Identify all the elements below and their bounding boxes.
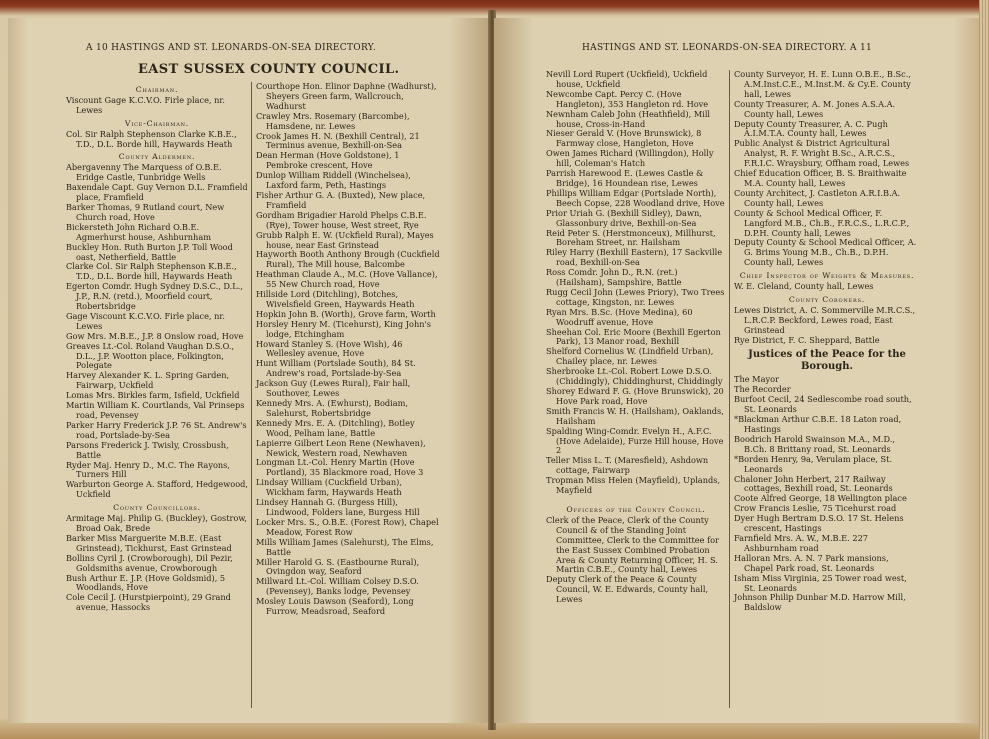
directory-entry: Martin William K. Courtlands, Val Prinseps road, Pevensey bbox=[66, 400, 245, 420]
directory-entry: Parrish Harewood E. (Lewes Castle & Bridge), 16 Houndean rise, Lewes bbox=[546, 168, 704, 188]
directory-entry: Lewes District, A. C. Sommerville M.R.C.S., L.R.C.P. Beckford, Lewes road, East Grinstead bbox=[734, 304, 916, 335]
directory-entry: Lindsay William (Cuckfield Urban), Wickham farm, Haywards Heath bbox=[256, 477, 402, 498]
directory-entry: Teller Miss L. T. (Maresfield), Ashdown cottage, Fairwarp bbox=[546, 455, 709, 476]
directory-entry: Farnfield Mrs. A. W., M.B.E. 227 Ashburnham road bbox=[734, 532, 868, 553]
right-page bbox=[494, 18, 980, 723]
directory-entry: Barker Thomas, 9 Rutland court, New Church road, Hove bbox=[66, 201, 225, 222]
directory-entry: Howard Stanley S. (Hove Wish), 46 Wellesley avenue, Hove bbox=[256, 338, 403, 359]
directory-entry: Spalding Wing-Comdr. Evelyn H., A.F.C. (Hove Adelaide), Furze Hill house, Hove 2 bbox=[546, 425, 724, 456]
directory-entry: Riley Harry (Bexhill Eastern), 17 Sackville road, Bexhill-on-Sea bbox=[546, 247, 723, 268]
directory-entry: Kennedy Mrs. E. A. (Ditchling), Botley Wood, Pelham lane, Battle bbox=[256, 417, 415, 438]
directory-entry: Millward Lt.-Col. William Colsey D.S.O. (Pevensey), Banks lodge, Pevensey bbox=[256, 576, 419, 597]
directory-entry: Parsons Frederick J. Twisly, Crossbush, Battle bbox=[66, 439, 229, 460]
directory-entry: Sherbrooke Lt.-Col. Robert Lowe D.S.O. (Chiddingly), Chiddinghurst, Chiddingly bbox=[546, 366, 723, 387]
directory-entry: Coote Alfred George, 18 Wellington place bbox=[734, 493, 907, 504]
directory-entry: Shelford Cornelius W. (Lindfield Urban), Chailey place, nr. Lewes bbox=[546, 346, 714, 367]
directory-entry: Lindsey Hannah G. (Burgess Hill), Lindwood, Folders lane, Burgess Hill bbox=[256, 497, 420, 517]
directory-entry: Deputy County & School Medical Officer, A. G. Brims Young M.B., Ch.B., D.P.H. County hall, Lewes bbox=[734, 237, 917, 268]
directory-entry: Heathman Claude A., M.C. (Hove Vallance), 55 New Church road, Hove bbox=[256, 269, 438, 290]
directory-entry: Parker Harry Frederick J.P. 76 St. Andrew's road, Portslade-by-Sea bbox=[66, 419, 247, 440]
directory-entry: *Borden Henry, 9a, Verulam place, St. Leonards bbox=[734, 453, 893, 474]
directory-entry: County Surveyor, H. E. Lunn O.B.E., B.Sc., A.M.Inst.C.E., M.Inst.M. & Cy.E. County hall, Lewes bbox=[734, 69, 911, 99]
directory-entry: Phillips William Edgar (Portslade North), Beech Copse, 228 Woodland drive, Hove bbox=[546, 187, 725, 208]
directory-entry: Dunlop William Riddell (Winchelsea), Laxford farm, Peth, Hastings bbox=[256, 170, 411, 191]
directory-entry: The Recorder bbox=[734, 384, 791, 395]
directory-entry: Hayworth Booth Anthony Brough (Cuckfield Rural), The Mill house, Balcombe bbox=[256, 249, 440, 270]
section-heading: Chief Inspector of Weights & Measures. bbox=[739, 271, 915, 281]
directory-entry: Reid Peter S. (Herstmonceux), Millhurst, Boreham Street, nr. Hailsham bbox=[546, 227, 716, 248]
column-1 bbox=[66, 82, 248, 613]
column-2 bbox=[256, 82, 442, 617]
directory-entry: Dean Herman (Hove Goldstone), 1 Pembroke crescent, Hove bbox=[256, 150, 400, 171]
directory-entry: Sheehan Col. Eric Moore (Bexhill Egerton Park), 13 Manor road, Bexhill bbox=[546, 326, 721, 347]
section-heading: Justices of the Peace for the Borough. bbox=[748, 349, 906, 373]
directory-entry: Deputy Clerk of the Peace & County Council, W. E. Edwards, County hall, Lewes bbox=[546, 574, 709, 605]
column-rule bbox=[251, 82, 252, 708]
directory-entry: Longman Lt.-Col. Henry Martin (Hove Portland), 35 Blackmore road, Hove 3 bbox=[256, 457, 424, 478]
section-heading: Chairman. bbox=[135, 85, 179, 94]
page-edges bbox=[979, 0, 989, 739]
directory-entry: Dyer Hugh Bertram D.S.O. 17 St. Helens crescent, Hastings bbox=[734, 513, 904, 534]
directory-entry: Burfoot Cecil, 24 Sedlescombe road south, St. Leonards bbox=[734, 394, 912, 415]
directory-entry: Newnham Caleb John (Heathfield), Mill house, Cross-in-Hand bbox=[546, 108, 711, 129]
directory-entry: Clarke Col. Sir Ralph Stephenson K.B.E., T.D., D.L. Borde hill, Haywards Heath bbox=[66, 261, 237, 282]
directory-entry: Kennedy Mrs. A. (Ewhurst), Bodiam, Salehurst, Robertsbridge bbox=[256, 398, 409, 418]
directory-entry: Bollins Cyril J. (Crowborough), Dil Pezir, Goldsmiths avenue, Crowborough bbox=[66, 552, 233, 573]
directory-entry: Gordham Brigadier Harold Phelps C.B.E. (Rye), Tower house, West street, Rye bbox=[256, 209, 427, 230]
directory-entry: Bush Arthur E. J.P. (Hove Goldsmid), 5 Woodlands, Hove bbox=[66, 572, 226, 593]
directory-entry: Prior Uriah G. (Bexhill Sidley), Dawn, Glassonbury drive, Bexhill-on-Sea bbox=[546, 207, 702, 228]
directory-entry: W. E. Cleland, County hall, Lewes bbox=[734, 281, 874, 292]
directory-entry: Courthope Hon. Elinor Daphne (Wadhurst), Sheyers Green farm, Wallcrouch, Wadhurst bbox=[256, 81, 437, 111]
directory-entry: Col. Sir Ralph Stephenson Clarke K.B.E., T.D., D.L. Borde hill, Haywards Heath bbox=[66, 128, 237, 149]
directory-entry: Abergavenny The Marquess of O.B.E. Eridge Castle, Tunbridge Wells bbox=[66, 162, 222, 183]
directory-entry: Mosley Louis Dawson (Seaford), Long Furrow, Meadsroad, Seaford bbox=[256, 596, 414, 617]
directory-entry: Egerton Comdr. Hugh Sydney D.S.C., D.L., J.P., R.N. (retd.), Moorfield court, Robertsbridge bbox=[66, 281, 243, 312]
section-heading: County Councillors. bbox=[113, 503, 201, 513]
column-4 bbox=[734, 70, 920, 613]
directory-entry: Fisher Arthur G. A. (Buxted), New place, Framfield bbox=[256, 189, 426, 210]
directory-entry: The Mayor bbox=[734, 374, 779, 385]
directory-entry: Owen James Richard (Willingdon), Holly hill, Coleman's Hatch bbox=[546, 148, 714, 169]
directory-entry: Ross Comdr. John D., R.N. (ret.) (Hailsham), Sampshire, Battle bbox=[546, 267, 682, 288]
directory-entry: Viscount Gage K.C.V.O. Firle place, nr. Lewes bbox=[66, 94, 226, 115]
directory-entry: Tropman Miss Helen (Mayfield), Uplands, Mayfield bbox=[546, 475, 721, 496]
directory-entry: Nevill Lord Rupert (Uckfield), Uckfield house, Uckfield bbox=[546, 69, 708, 89]
directory-entry: Gage Viscount K.C.V.O. Firle place, nr. Lewes bbox=[66, 310, 226, 331]
directory-entry: Barker Miss Marguerite M.B.E. (East Grinstead), Tickhurst, East Grinstead bbox=[66, 532, 232, 553]
directory-entry: Halloran Mrs. A. N. 7 Park mansions, Chapel Park road, St. Leonards bbox=[734, 552, 889, 573]
directory-entry: Johnson Philip Dunbar M.D. Harrow Mill, Baldslow bbox=[734, 592, 906, 613]
directory-entry: Warburton George A. Stafford, Hedgewood, Uckfield bbox=[66, 479, 248, 500]
running-head-left: A 10 HASTINGS AND ST. LEONARDS-ON-SEA DIRECTORY. bbox=[86, 43, 376, 53]
directory-entry: County Architect, J. Castleton A.R.I.B.A. County hall, Lewes bbox=[734, 187, 901, 208]
directory-entry: Jackson Guy (Lewes Rural), Fair hall, Southover, Lewes bbox=[256, 378, 411, 399]
column-3 bbox=[546, 70, 726, 605]
directory-entry: Baxendale Capt. Guy Vernon D.L. Framfield place, Framfield bbox=[66, 182, 248, 203]
column-rule bbox=[729, 70, 730, 708]
directory-entry: Greaves Lt.-Col. Roland Vaughan D.S.O., D.L., J.P. Wootton place, Folkington, Polegate bbox=[66, 340, 235, 371]
directory-entry: Grubb Ralph E. W. (Uckfield Rural), Mayes house, near East Grinstead bbox=[256, 229, 434, 250]
directory-entry: Smith Francis W. H. (Hailsham), Oaklands, Hailsham bbox=[546, 405, 724, 426]
directory-entry: County & School Medical Officer, F. Langford M.B., Ch.B., F.R.C.S., L.R.C.P., D.P.H. County hall, Lewes bbox=[734, 207, 910, 238]
directory-entry: Hunt William (Portslade South), 84 St. Andrew's road, Portslade-by-Sea bbox=[256, 358, 416, 379]
directory-entry: Rye District, F. C. Sheppard, Battle bbox=[734, 334, 880, 345]
directory-entry: Boodrich Harold Swainson M.A., M.D., B.Ch. 8 Brittany road, St. Leonards bbox=[734, 433, 896, 454]
directory-entry: Horsley Henry M. (Ticehurst), King John's lodge, Etchingham bbox=[256, 318, 431, 339]
directory-entry: Crow Francis Leslie, 75 Ticehurst road bbox=[734, 503, 897, 514]
directory-entry: Lomas Mrs. Birkles farm, Isfield, Uckfield bbox=[66, 390, 240, 401]
directory-entry: Locker Mrs. S., O.B.E. (Forest Row), Chapel Meadow, Forest Row bbox=[256, 516, 439, 537]
section-heading: Officers of the County Council. bbox=[566, 504, 706, 514]
directory-entry: Armitage Maj. Philip G. (Buckley), Gostrow, Broad Oak, Brede bbox=[66, 513, 247, 533]
spacer bbox=[546, 496, 726, 502]
left-page bbox=[8, 18, 490, 723]
section-heading: County Coroners. bbox=[788, 294, 866, 304]
directory-entry: Crawley Mrs. Rosemary (Barcombe), Hamsdene, nr. Lewes bbox=[256, 110, 410, 131]
directory-entry: Rugg Cecil John (Lewes Priory), Two Trees cottage, Kingston, nr. Lewes bbox=[546, 286, 725, 307]
directory-entry: Hillside Lord (Ditchling), Botches, Wivelsfield Green, Haywards Heath bbox=[256, 289, 415, 309]
directory-entry: Ryder Maj. Henry D., M.C. The Rayons, Turners Hill bbox=[66, 459, 230, 480]
directory-entry: Clerk of the Peace, Clerk of the County Council & of the Standing Joint Committee, Clerk to the Committee for the East Sussex Combined Probation Area & County Returning Officer, H. S. Martin C.B.E., County hall, Lewes bbox=[546, 514, 719, 575]
directory-entry: Miller Harold G. S. (Eastbourne Rural), Ovingdon way, Seaford bbox=[256, 556, 420, 577]
directory-entry: Chief Education Officer, B. S. Braithwaite M.A. County hall, Lewes bbox=[734, 168, 907, 188]
directory-entry: Harvey Alexander K. L. Spring Garden, Fairwarp, Uckfield bbox=[66, 370, 230, 391]
directory-entry: Gow Mrs. M.B.E., J.P. 8 Onslow road, Hove bbox=[66, 330, 244, 341]
section-heading: County Aldermen. bbox=[118, 152, 196, 162]
directory-entry: Public Analyst & District Agricultural Analyst, R. F. Wright B.Sc., A.R.C.S., F.R.I.C. Wraysbury, Offham road, Lewes bbox=[734, 138, 910, 169]
directory-entry: Buckley Hon. Ruth Burton J.P. Toll Wood oast, Netherfield, Battle bbox=[66, 241, 233, 262]
directory-entry: County Treasurer, A. M. Jones A.S.A.A. County hall, Lewes bbox=[734, 98, 896, 119]
directory-entry: Lapierre Gilbert Leon Rene (Newhaven), Newick, Western road, Newhaven bbox=[256, 437, 426, 458]
section-heading: Vice-Chairman. bbox=[124, 118, 190, 128]
directory-entry: Mills William James (Salehurst), The Elms, Battle bbox=[256, 536, 434, 557]
directory-entry: *Blackman Arthur C.B.E. 18 Laton road, Hastings bbox=[734, 414, 902, 434]
directory-entry: Hopkin John B. (Worth), Grove farm, Worth bbox=[256, 308, 436, 319]
running-head-right: HASTINGS AND ST. LEONARDS-ON-SEA DIRECTORY. A 11 bbox=[582, 43, 872, 53]
directory-entry: Shorey Edward F. G. (Hove Brunswick), 20 Hove Park road, Hove bbox=[546, 386, 724, 406]
page-title: EAST SUSSEX COUNTY COUNCIL. bbox=[138, 62, 400, 77]
directory-entry: Cole Cecil J. (Hurstpierpoint), 29 Grand avenue, Hassocks bbox=[66, 592, 231, 613]
directory-entry: Nieser Gerald V. (Hove Brunswick), 8 Farmway close, Hangleton, Hove bbox=[546, 128, 702, 149]
directory-entry: Bickersteth John Richard O.B.E. Agmerhurst house, Ashburnham bbox=[66, 221, 211, 242]
directory-entry: Newcombe Capt. Percy C. (Hove Hangleton), 353 Hangleton rd. Hove bbox=[546, 88, 709, 109]
directory-entry: Deputy County Treasurer, A. C. Pugh A.I.M.T.A. County hall, Lewes bbox=[734, 118, 888, 139]
directory-entry: Ryan Mrs. B.Sc. (Hove Medina), 60 Woodruff avenue, Hove bbox=[546, 306, 693, 327]
directory-entry: Crook James H. N. (Bexhill Central), 21 Terminus avenue, Bexhill-on-Sea bbox=[256, 130, 420, 151]
directory-entry: Isham Miss Virginia, 25 Tower road west, St. Leonards bbox=[734, 572, 907, 593]
directory-entry: Chaloner John Herbert, 217 Railway cottages, Bexhill road, St. Leonards bbox=[734, 473, 893, 494]
